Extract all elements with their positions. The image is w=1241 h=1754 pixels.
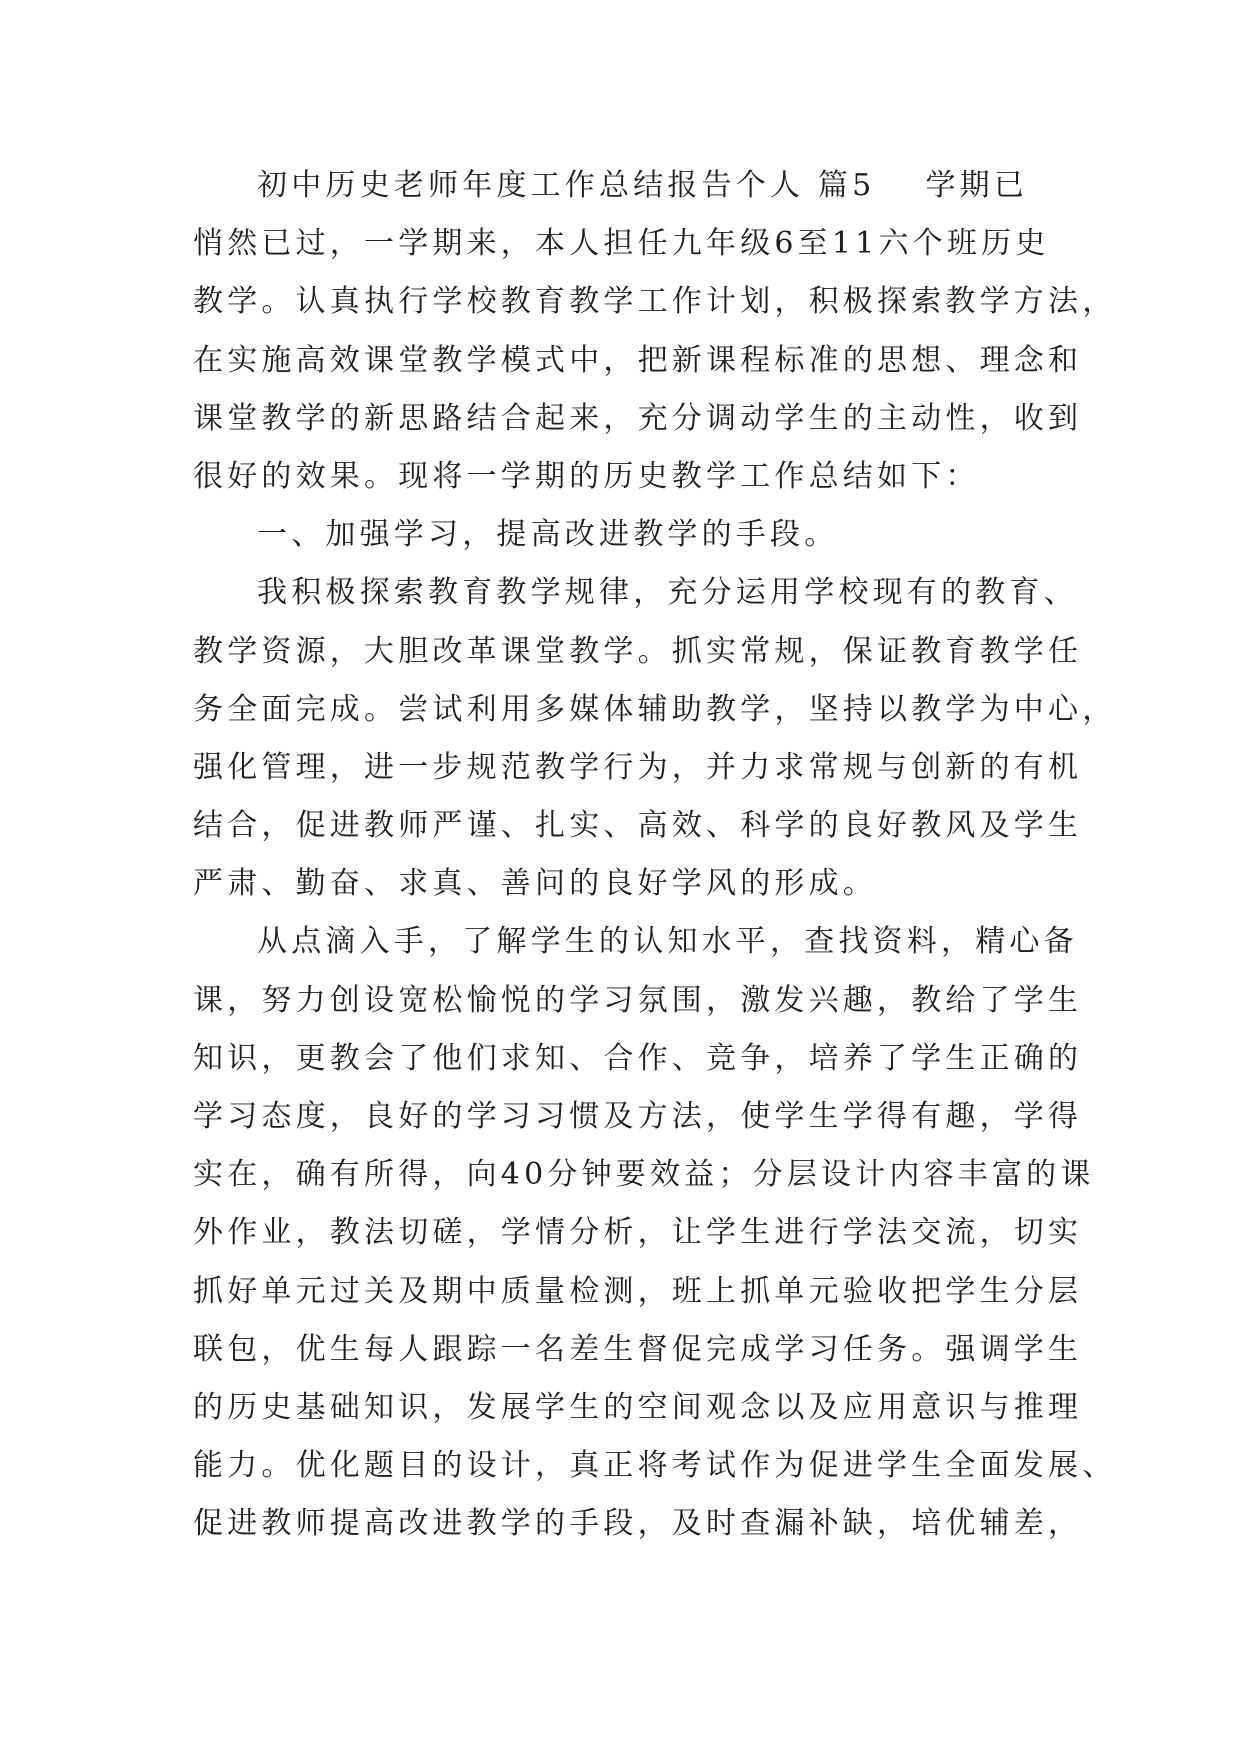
document-title: 初中历史老师年度工作总结报告个人 篇5 [257, 168, 876, 203]
section-heading: 一、加强学习，提高改进教学的手段。 [257, 517, 839, 553]
paragraph-line: 学习态度，良好的学习习惯及方法，使学生学得有趣，学得 [193, 1099, 1083, 1134]
title-line [193, 157, 1055, 215]
paragraph-line: 知识，更教会了他们求知、合作、竞争，培养了学生正确的 [193, 1040, 1083, 1076]
paragraph-line: 抓好单元过关及期中质量检测，班上抓单元验收把学生分层 [193, 1273, 1083, 1309]
paragraph-line: 促进教师提高改进教学的手段，及时查漏补缺，培优辅差， [193, 1506, 1083, 1542]
paragraph-line: 强化管理，进一步规范教学行为，并力求常规与创新的有机 [193, 749, 1083, 785]
paragraph-line: 学期已 [925, 168, 1029, 203]
paragraph-line: 教学资源，大胆改革课堂教学。抓实常规，保证教育教学任 [193, 633, 1083, 669]
paragraph-line: 实在，确有所得，向40分钟要效益；分层设计内容丰富的课 [193, 1157, 1095, 1193]
paragraph-line: 课堂教学的新思路结合起来，充分调动学生的主动性，收到 [193, 400, 1083, 436]
paragraph-line: 很好的效果。现将一学期的历史教学工作总结如下： [193, 458, 980, 494]
paragraph-line: 严肃、勤奋、求真、善问的良好学风的形成。 [193, 866, 877, 902]
paragraph-line: 结合，促进教师严谨、扎实、高效、科学的良好教风及学生 [193, 808, 1083, 844]
paragraph-line: 联包，优生每人跟踪一名差生督促完成学习任务。强调学生 [193, 1331, 1083, 1367]
paragraph-line: 我积极探索教育教学规律，充分运用学校现有的教育、 [257, 575, 1078, 611]
paragraph-line: 从点滴入手，了解学生的认知水平，查找资料，精心备 [257, 924, 1078, 960]
paragraph-line: 外作业，教法切磋，学情分析，让学生进行学法交流，切实 [193, 1215, 1083, 1251]
paragraph-line: 悄然已过，一学期来，本人担任九年级6至11六个班历史 [193, 226, 1050, 262]
paragraph-line: 教学。认真执行学校教育教学工作计划，积极探索教学方法， [193, 284, 1117, 320]
paragraph-line: 能力。优化题目的设计，真正将考试作为促进学生全面发展、 [193, 1448, 1117, 1484]
paragraph-line: 课，努力创设宽松愉悦的学习氛围，激发兴趣，教给了学生 [193, 982, 1083, 1018]
paragraph-line: 的历史基础知识，发展学生的空间观念以及应用意识与推理 [193, 1389, 1083, 1425]
document-body [193, 157, 1117, 1554]
paragraph-line: 在实施高效课堂教学模式中，把新课程标准的思想、理念和 [193, 342, 1083, 378]
paragraph-line: 务全面完成。尝试利用多媒体辅助教学，坚持以教学为中心， [193, 691, 1117, 727]
